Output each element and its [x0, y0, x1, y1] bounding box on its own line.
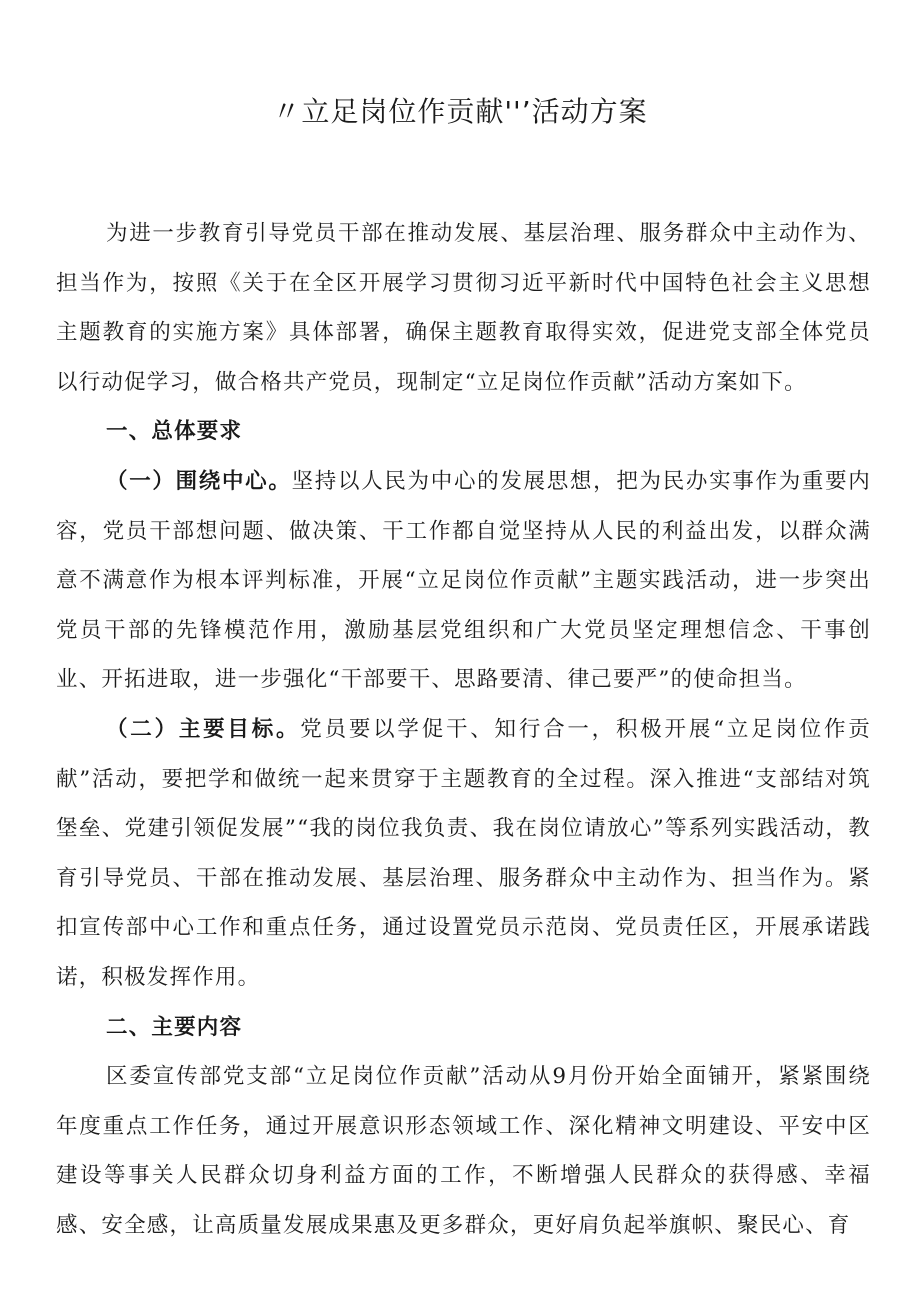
paragraph-focus-center	[56, 457, 871, 705]
section-heading-general-requirements: 一、总体要求	[106, 419, 243, 445]
item-lead-main-goals: （二）主要目标。	[106, 716, 301, 742]
paragraph-main-goals	[56, 705, 871, 1003]
document-body	[56, 209, 871, 1250]
item-lead-focus-center: （一）围绕中心。	[106, 468, 292, 494]
section-heading-main-content: 二、主要内容	[106, 1014, 243, 1040]
item-text-focus-center: 坚持以人民为中心的发展思想，把为民办实事作为重要内容，党员干部想问题、做决策、干工作都自觉坚持从人民的利益出发，以群众满意不满意作为根本评判标准，开展“立足岗位作贡献”主题实践活动，进一步突出党员干部的先锋模范作用，激励基层党组织和广大党员坚定理想信念、干事创业、开拓进取，进一步强化“干部要干、思路要清、律己要严”的使命担当。	[56, 468, 871, 693]
intro-paragraph: 为进一步教育引导党员干部在推动发展、基层治理、服务群众中主动作为、担当作为，按照《关于在全区开展学习贯彻习近平新时代中国特色社会主义思想主题教育的实施方案》具体部署，确保主题教育取得实效，促进党支部全体党员以行动促学习，做合格共产党员，现制定“立足岗位作贡献”活动方案如下。	[56, 221, 871, 395]
item-text-main-goals: 党员要以学促干、知行合一，积极开展“立足岗位作贡献”活动，要把学和做统一起来贯穿于主题教育的全过程。深入推进“支部结对筑堡垒、党建引领促发展”“我的岗位我负责、我在岗位请放心”等系列实践活动，教育引导党员、干部在推动发展、基层治理、服务群众中主动作为、担当作为。紧扣宣传部中心工作和重点任务，通过设置党员示范岗、党员责任区，开展承诺践诺，积极发挥作用。	[56, 716, 871, 990]
paragraph-main-content: 区委宣传部党支部“立足岗位作贡献”活动从9月份开始全面铺开，紧紧围绕年度重点工作任务，通过开展意识形态领域工作、深化精神文明建设、平安中区建设等事关人民群众切身利益方面的工作，不断增强人民群众的获得感、幸福感、安全感，让高质量发展成果惠及更多群众，更好肩负起举旗帜、聚民心、育	[56, 1064, 871, 1238]
document-title: 〃立足岗位作贡献''’活动方案	[272, 95, 648, 128]
